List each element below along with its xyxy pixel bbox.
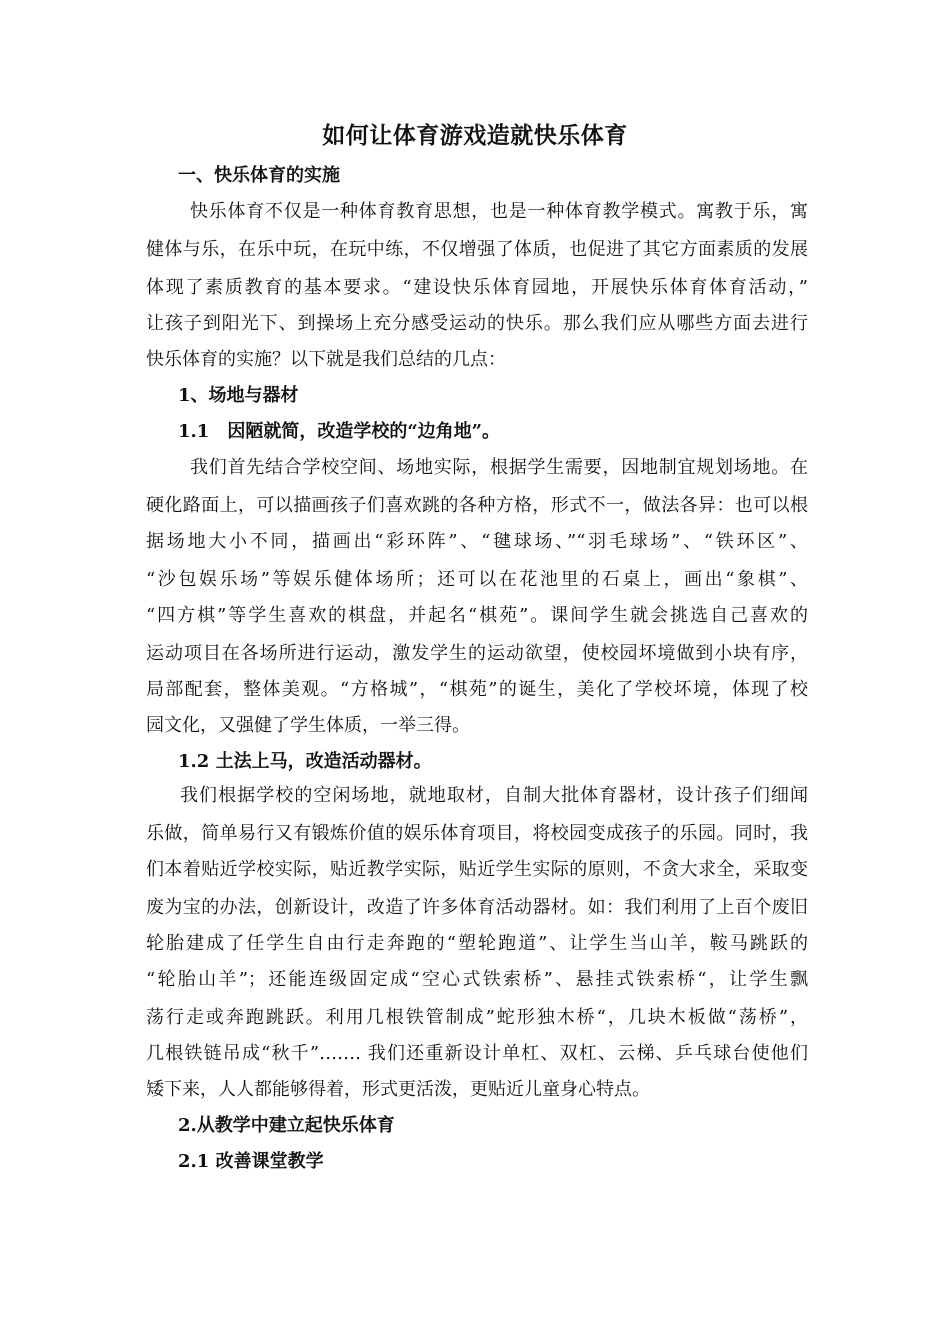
paragraph-line: 废为宝的办法，创新设计，改造了许多体育活动器材。如：我们利用了上百个废旧 (146, 897, 808, 918)
paragraph-line: 几根铁链吊成“秋千”……. 我们还重新设计单杠、双杠、云梯、乒乓球台使他们 (146, 1043, 808, 1064)
section-heading: 一、快乐体育的实施 (178, 165, 340, 186)
paragraph-line: 运动项目在各场所进行运动，激发学生的运动欲望，使校园坏境做到小块有序， (146, 643, 808, 664)
paragraph-line: 荡行走或奔跑跳跃。利用几根铁管制成”蛇形独木桥“，几块木板做“荡桥”， (146, 1007, 808, 1028)
document-title: 如何让体育游戏造就快乐体育 (322, 122, 628, 149)
paragraph-line: 矮下来，人人都能够得着，形式更活泼，更贴近儿童身心特点。 (146, 1079, 650, 1100)
paragraph-line: 乐做，简单易行又有锻炼价值的娱乐体育项目，将校园变成孩子的乐园。同时，我 (146, 823, 808, 844)
paragraph-line: “四方棋”等学生喜欢的棋盘，并起名“棋苑”。课间学生就会挑选自己喜欢的 (146, 605, 808, 626)
subsection-heading: 2.从教学中建立起快乐体育 (178, 1115, 395, 1136)
paragraph-line: 体现了素质教育的基本要求。“建设快乐体育园地，开展快乐体育体育活动，” (146, 277, 808, 298)
paragraph-line: 园文化，又强健了学生体质，一举三得。 (146, 715, 470, 736)
paragraph-line: 让孩子到阳光下、到操场上充分感受运动的快乐。那么我们应从哪些方面去进行 (146, 313, 808, 334)
paragraph-line: 健体与乐，在乐中玩，在玩中练，不仅增强了体质，也促进了其它方面素质的发展 (146, 239, 808, 260)
paragraph-line: 快乐体育的实施？以下就是我们总结的几点： (146, 349, 506, 370)
paragraph-line: “轮胎山羊”；还能连级固定成“空心式铁索桥”、悬挂式铁索桥“，让学生飘 (146, 969, 808, 990)
paragraph-line: 我们根据学校的空闲场地，就地取材，自制大批体育器材，设计孩子们细闻 (180, 785, 808, 806)
paragraph-line: 快乐体育不仅是一种体育教育思想，也是一种体育教学模式。寓教于乐，寓 (190, 201, 808, 222)
paragraph-line: 局部配套，整体美观。“方格城”，“棋苑”的诞生，美化了学校坏境，体现了校 (146, 679, 808, 700)
subsection-heading: 2.1 改善课堂教学 (178, 1151, 324, 1172)
subsection-heading: 1、场地与器材 (178, 385, 299, 406)
paragraph-line: 我们首先结合学校空间、场地实际，根据学生需要，因地制宜规划场地。在 (190, 457, 808, 478)
subsection-heading: 1.1 因陋就简，改造学校的“边角地”。 (178, 421, 501, 442)
paragraph-line: 轮胎建成了任学生自由行走奔跑的“塑轮跑道”、让学生当山羊，鞍马跳跃的 (146, 933, 808, 954)
paragraph-line: 硬化路面上，可以描画孩子们喜欢跳的各种方格，形式不一，做法各异：也可以根 (146, 495, 808, 516)
subsection-heading: 1.2 土法上马，改造活动器材。 (178, 751, 432, 772)
paragraph-line: 据场地大小不同，描画出“彩环阵”、“毽球场、”“羽毛球场”、“铁环区”、 (146, 531, 808, 552)
paragraph-line: 们本着贴近学校实际，贴近教学实际，贴近学生实际的原则，不贪大求全，采取变 (146, 859, 808, 880)
paragraph-line: “沙包娱乐场”等娱乐健体场所；还可以在花池里的石桌上，画出“象棋”、 (146, 569, 808, 590)
